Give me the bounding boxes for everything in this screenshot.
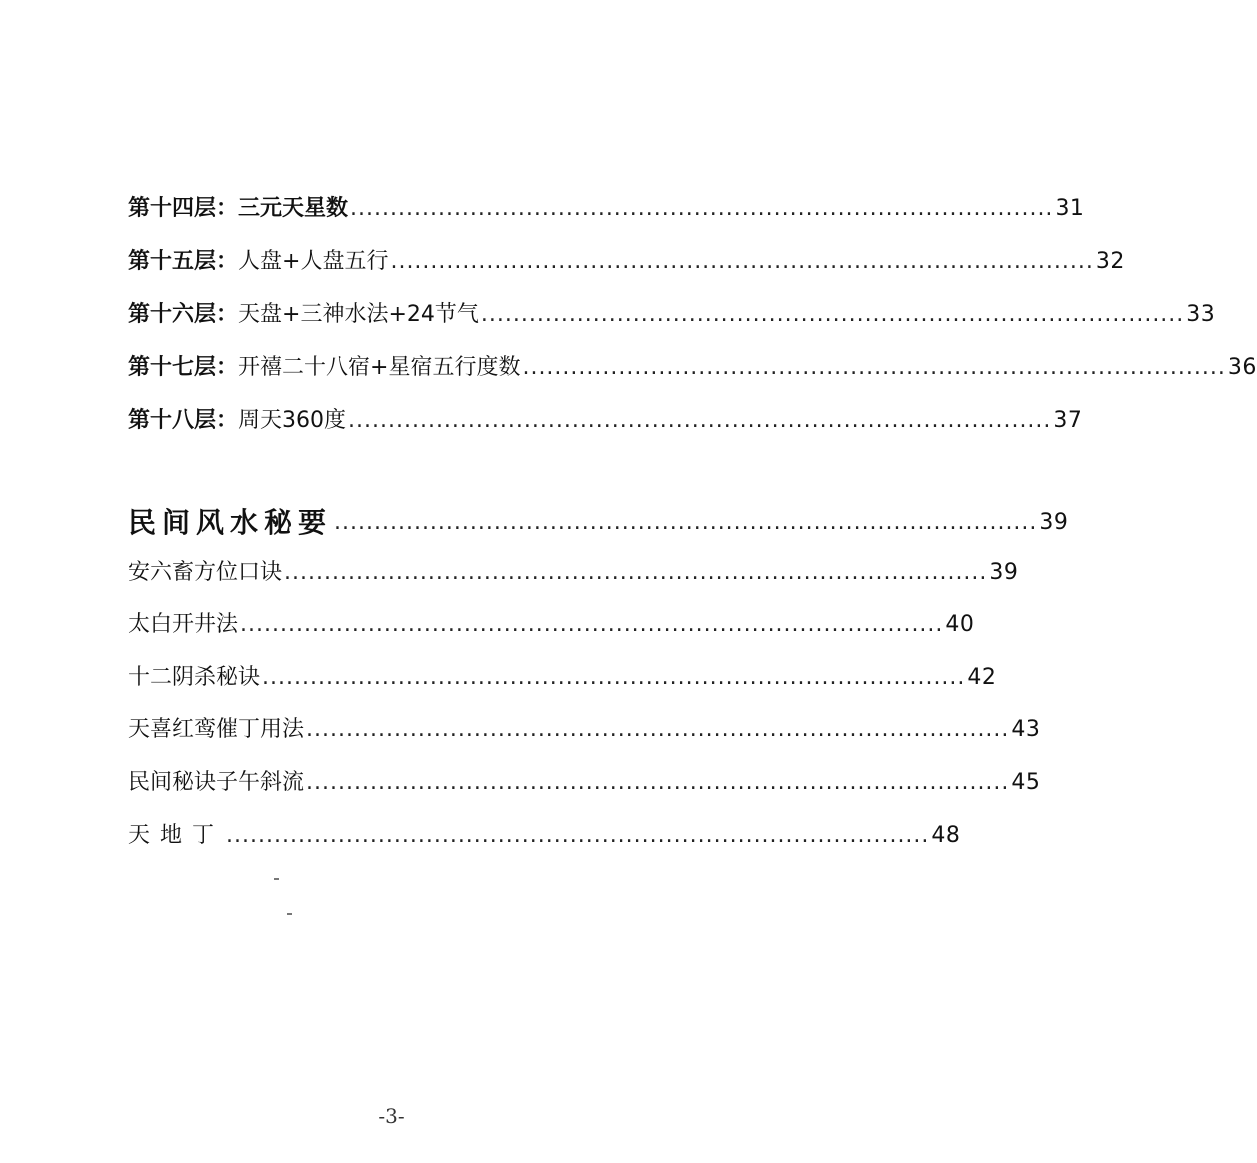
toc-title: 民间秘诀子午斜流: [128, 770, 305, 795]
toc-page-number: 31: [1055, 196, 1085, 221]
toc-page-number: 37: [1053, 408, 1083, 433]
toc-entry: [128, 711, 1041, 745]
toc-page-number: 36: [1227, 355, 1257, 380]
leader-dots: ........................................................................................: [390, 249, 1094, 274]
toc-line-layer-14: [128, 190, 1085, 224]
toc-line-layer-16: [128, 296, 1216, 330]
leader-dots: ........................................................................................: [334, 510, 1038, 535]
toc-line-layer-17: [128, 349, 1257, 383]
scan-speck: [274, 878, 279, 880]
page-number: -3-: [378, 1104, 405, 1128]
scan-speck: [287, 913, 292, 915]
toc-entry: [128, 659, 997, 693]
leader-dots: ........................................................................................: [306, 717, 1010, 742]
toc-label: 第十六层：: [128, 302, 239, 327]
toc-page-number: 45: [1011, 770, 1041, 795]
toc-title: 天盘+三神水法+24节气: [238, 302, 479, 327]
toc-label: 第十八层：: [128, 408, 239, 433]
toc-page-number: 39: [989, 560, 1019, 585]
toc-title: 周天360度: [238, 408, 347, 433]
toc-page-number: 48: [931, 823, 961, 848]
toc-title: 三元天星数: [238, 196, 349, 221]
toc-page-number: 40: [945, 612, 975, 637]
toc-page-number: 32: [1095, 249, 1125, 274]
leader-dots: ........................................................................................: [306, 770, 1010, 795]
toc-title: 开禧二十八宿+星宿五行度数: [238, 355, 521, 380]
toc-line-layer-18: [128, 402, 1083, 436]
leader-dots: ........................................................................................: [350, 196, 1054, 221]
toc-title: 安六畜方位口诀: [128, 560, 283, 585]
toc-page-number: 33: [1186, 302, 1216, 327]
leader-dots: ........................................................................................: [284, 560, 988, 585]
leader-dots: ........................................................................................: [522, 355, 1226, 380]
leader-dots: ........................................................................................: [480, 302, 1185, 327]
toc-entry: [128, 554, 1019, 588]
toc-page-number: 43: [1011, 717, 1041, 742]
toc-title: 太白开井法: [128, 612, 239, 637]
toc-title: 天地丁: [128, 823, 225, 848]
leader-dots: ........................................................................................: [240, 612, 944, 637]
toc-entry: [128, 817, 961, 851]
toc-entry: [128, 764, 1041, 798]
toc-page-number: 42: [967, 665, 997, 690]
toc-title: 人盘+人盘五行: [238, 249, 389, 274]
toc-label: 第十七层：: [128, 355, 239, 380]
toc-label: 第十五层：: [128, 249, 239, 274]
leader-dots: ........................................................................................: [262, 665, 966, 690]
toc-section-heading: [128, 498, 1069, 539]
toc-line-layer-15: [128, 243, 1125, 277]
leader-dots: ........................................................................................: [226, 823, 930, 848]
toc-title: 天喜红鸾催丁用法: [128, 717, 305, 742]
toc-entry: [128, 606, 975, 640]
toc-title: 十二阴杀秘诀: [128, 665, 261, 690]
section-title: 民间风水秘要: [128, 506, 333, 539]
toc-label: 第十四层：: [128, 196, 239, 221]
toc-page-number: 39: [1039, 510, 1069, 535]
leader-dots: ........................................................................................: [348, 408, 1052, 433]
